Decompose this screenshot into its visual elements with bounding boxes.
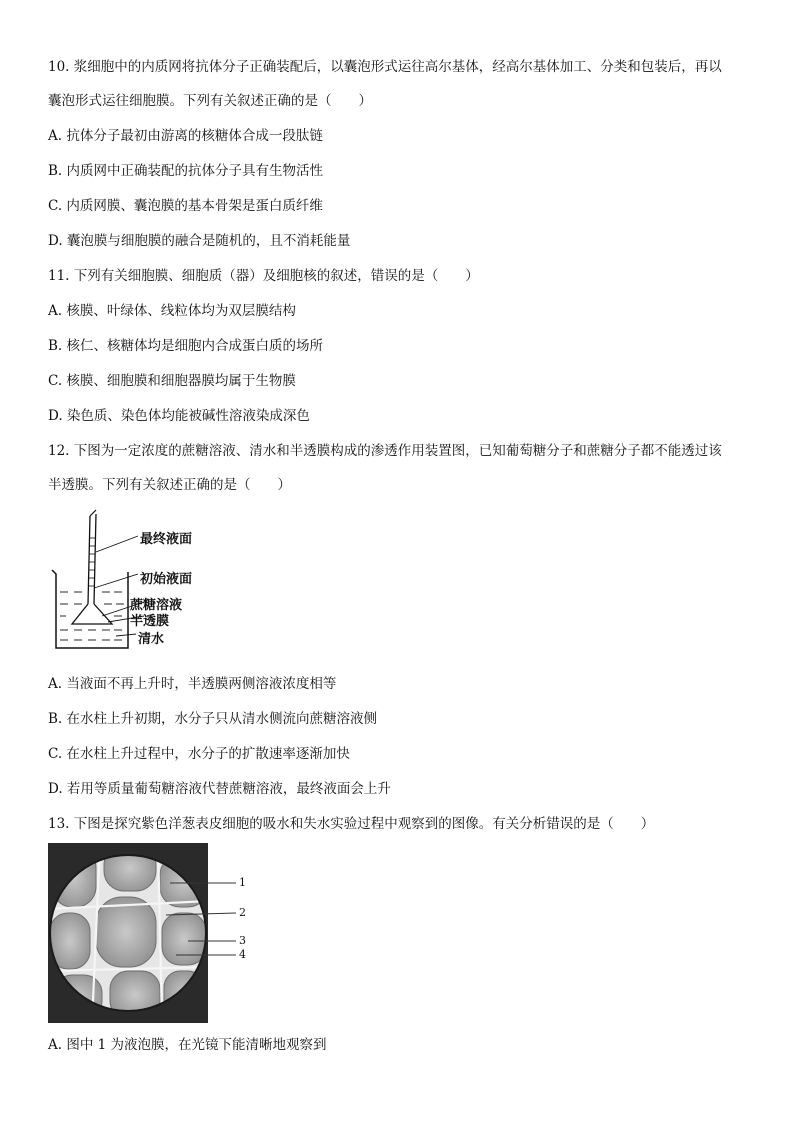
label-4: 4: [239, 948, 246, 961]
q12-option-a: A. 当液面不再上升时，半透膜两侧溶液浓度相等: [48, 676, 337, 692]
q10-option-c: C. 内质网膜、囊泡膜的基本骨架是蛋白质纤维: [48, 198, 323, 214]
q10-stem-line1: 10. 浆细胞中的内质网将抗体分子正确装配后，以囊泡形式运往高尔基体，经高尔基体加工、分类和包装后，再以: [48, 59, 722, 75]
onion-cell-micrograph: [48, 843, 258, 1023]
q10-option-a: A. 抗体分子最初由游离的核糖体合成一段肽链: [48, 128, 323, 144]
q12-option-d: D. 若用等质量葡萄糖溶液代替蔗糖溶液，最终液面会上升: [48, 781, 391, 797]
onion-cell-micrograph-figure: [48, 843, 258, 1023]
q10-option-d: D. 囊泡膜与细胞膜的融合是随机的，且不消耗能量: [48, 233, 351, 249]
q10-stem-line2: 囊泡形式运往细胞膜。下列有关叙述正确的是（ ）: [48, 93, 372, 109]
label-initial-level: 初始液面: [140, 572, 193, 587]
label-3: 3: [239, 934, 246, 947]
q13-option-a: A. 图中 1 为液泡膜，在光镜下能清晰地观察到: [48, 1037, 327, 1053]
label-semipermeable-membrane: 半透膜: [130, 614, 170, 629]
label-sucrose-solution: 蔗糖溶液: [130, 598, 183, 613]
q11-option-d: D. 染色质、染色体均能被碱性溶液染成深色: [48, 408, 310, 424]
q12-option-b: B. 在水柱上升初期，水分子只从清水侧流向蔗糖溶液侧: [48, 711, 378, 727]
osmosis-apparatus-figure: [48, 508, 218, 656]
q11-option-b: B. 核仁、核糖体均是细胞内合成蛋白质的场所: [48, 338, 324, 354]
label-1: 1: [239, 876, 246, 889]
osmosis-apparatus-drawing: [48, 508, 218, 656]
label-water: 清水: [138, 632, 165, 647]
q13-stem: 13. 下图是探究紫色洋葱表皮细胞的吸水和失水实验过程中观察到的图像。有关分析错误的是（ ）: [48, 816, 655, 832]
label-2: 2: [239, 906, 246, 919]
q11-option-c: C. 核膜、细胞膜和细胞器膜均属于生物膜: [48, 373, 296, 389]
q11-option-a: A. 核膜、叶绿体、线粒体均为双层膜结构: [48, 303, 296, 319]
q12-option-c: C. 在水柱上升过程中，水分子的扩散速率逐渐加快: [48, 746, 350, 762]
q10-option-b: B. 内质网中正确装配的抗体分子具有生物活性: [48, 163, 324, 179]
q12-stem-line2: 半透膜。下列有关叙述正确的是（ ）: [48, 477, 291, 493]
q11-stem: 11. 下列有关细胞膜、细胞质（器）及细胞核的叙述，错误的是（ ）: [48, 268, 479, 284]
q12-stem-line1: 12. 下图为一定浓度的蔗糖溶液、清水和半透膜构成的渗透作用装置图，已知葡萄糖分子和蔗糖分子都不能透过该: [48, 443, 722, 459]
label-final-level: 最终液面: [140, 532, 193, 547]
